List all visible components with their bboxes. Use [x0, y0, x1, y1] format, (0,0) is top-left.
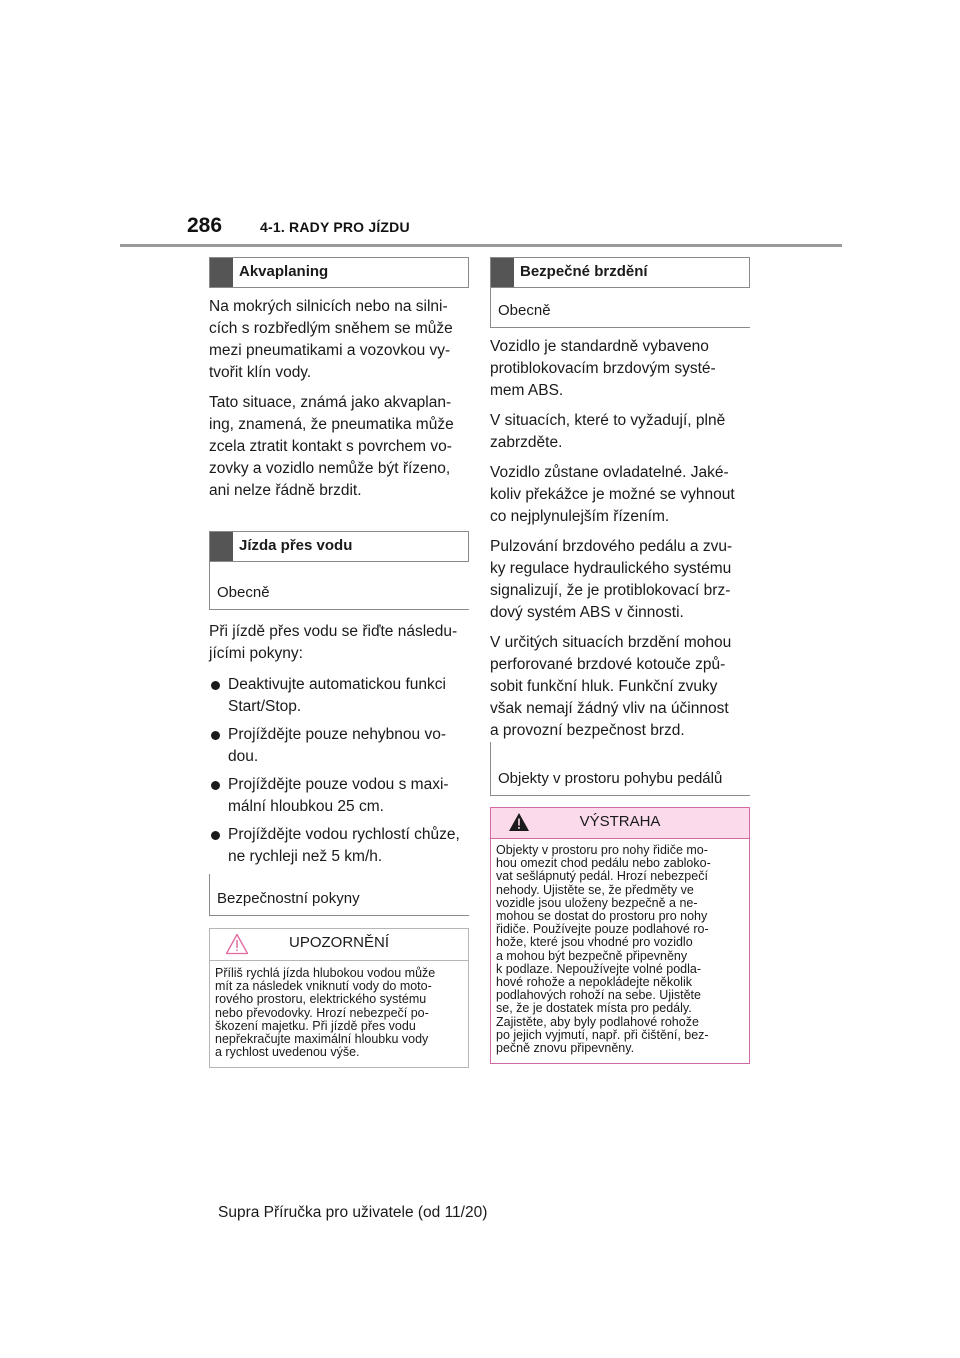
section-title: Jízda přes vodu: [239, 537, 353, 554]
caution-box: [209, 928, 469, 1068]
subheading-safety: Bezpečnostní pokyny: [209, 874, 469, 916]
subheading-general: Obecně: [209, 562, 469, 610]
section-heading-aquaplaning: [209, 257, 469, 288]
paragraph: Vozidlo zůstane ovladatelné. Jaké- koliv překážce je možné se vyhnout co nejplynulejším řízením.: [490, 464, 735, 525]
section-heading-braking: [490, 257, 750, 288]
bullet-list: [209, 674, 469, 868]
caution-title: UPOZORNĚNÍ: [288, 934, 389, 951]
subheading-pedal-space: Objekty v prostoru pohybu pedálů: [490, 742, 750, 796]
list-item: Projíždějte pouze nehybnou vo- dou.: [209, 724, 469, 768]
caution-text: Příliš rychlá jízda hlubokou vodou může mít za následek vniknutí vody do moto- rového prostoru, elektrického systému nebo převodovky. Hrozí nebezpečí po- škození majetku. Při jízdě přes vodu nepřekračujte maximální hloubku vody a rychlost uvedenou výše.: [210, 960, 468, 1067]
subheading-general: Obecně: [490, 288, 750, 328]
section-heading-water: [209, 531, 469, 562]
list-item: Deaktivujte automatickou funkci Start/Stop.: [209, 674, 469, 718]
paragraph: Vozidlo je standardně vybaveno protiblokovacím brzdovým systé- mem ABS.: [490, 338, 716, 399]
section-title: Bezpečné brzdění: [520, 263, 648, 280]
section-heading-bar: [210, 258, 233, 287]
section-title: Akvaplaning: [239, 263, 329, 280]
section-heading-bar: [210, 532, 233, 561]
left-column: [209, 257, 469, 1068]
list-item: Projíždějte vodou rychlostí chůze, ne rychleji než 5 km/h.: [209, 824, 469, 868]
warning-text: Objekty v prostoru pro nohy řidiče mo- hou omezit chod pedálu nebo zabloko- vat sešlápnutý pedál. Hrozí nebezpečí nehody. Ujistěte se, že předměty ve vozidle jsou uloženy bezpečně a ne- mohou se dostat do prostoru pro nohy řidiče. Používejte pouze podlahové ro- hože, které jsou vhodné pro vozidlo a mohou být bezpečně připevněny k podlaze. Nepoužívejte volné podla- hové rohože a nepokládejte několik podlahových rohoží na sebe. Ujistěte se, že je dostatek místa pro pedály. Zajistěte, aby byly podlahové rohože po jejich vyjmutí, např. při čištění, bez- pečně znovu připevněny.: [491, 838, 749, 1063]
paragraph: V určitých situacích brzdění mohou perforované brzdové kotouče způ- sobit funkční hluk. Funkční zvuky však nemají žádný vliv na účinnost a provozní bezpečnost brzd.: [490, 634, 732, 739]
warning-title: VÝSTRAHA: [579, 813, 661, 830]
chapter-title: 4-1. RADY PRO JÍZDU: [260, 219, 410, 235]
section-heading-bar: [491, 258, 514, 287]
paragraph: Tato situace, známá jako akvaplan- ing, znamená, že pneumatika může zcela ztratit kontakt s povrchem vo- zovky a vozidlo nemůže být řízeno, ani nelze řádně brzdit.: [209, 394, 454, 499]
header-rule: [120, 244, 842, 247]
warning-triangle-filled-icon: [508, 812, 530, 832]
warning-header: [491, 808, 749, 838]
paragraph: V situacích, které to vyžadují, plně zabrzděte.: [490, 412, 726, 451]
paragraph: Při jízdě přes vodu se řiďte následu- jícími pokyny:: [209, 623, 458, 662]
paragraph: Na mokrých silnicích nebo na silni- cích s rozbředlým sněhem se může mezi pneumatikami a vozovkou vy- tvořit klín vody.: [209, 298, 453, 381]
footer-text: Supra Příručka pro uživatele (od 11/20): [218, 1204, 488, 1221]
caution-header: [210, 929, 468, 960]
paragraph: Pulzování brzdového pedálu a zvu- ky regulace hydraulického systému signalizují, že je protiblokovací brz- dový systém ABS v činnosti.: [490, 538, 733, 621]
page-number: 286: [187, 214, 223, 237]
right-column: [490, 257, 750, 1064]
warning-triangle-outline-icon: [225, 933, 249, 955]
list-item: Projíždějte pouze vodou s maxi- mální hloubkou 25 cm.: [209, 774, 469, 818]
warning-box: [490, 807, 750, 1064]
